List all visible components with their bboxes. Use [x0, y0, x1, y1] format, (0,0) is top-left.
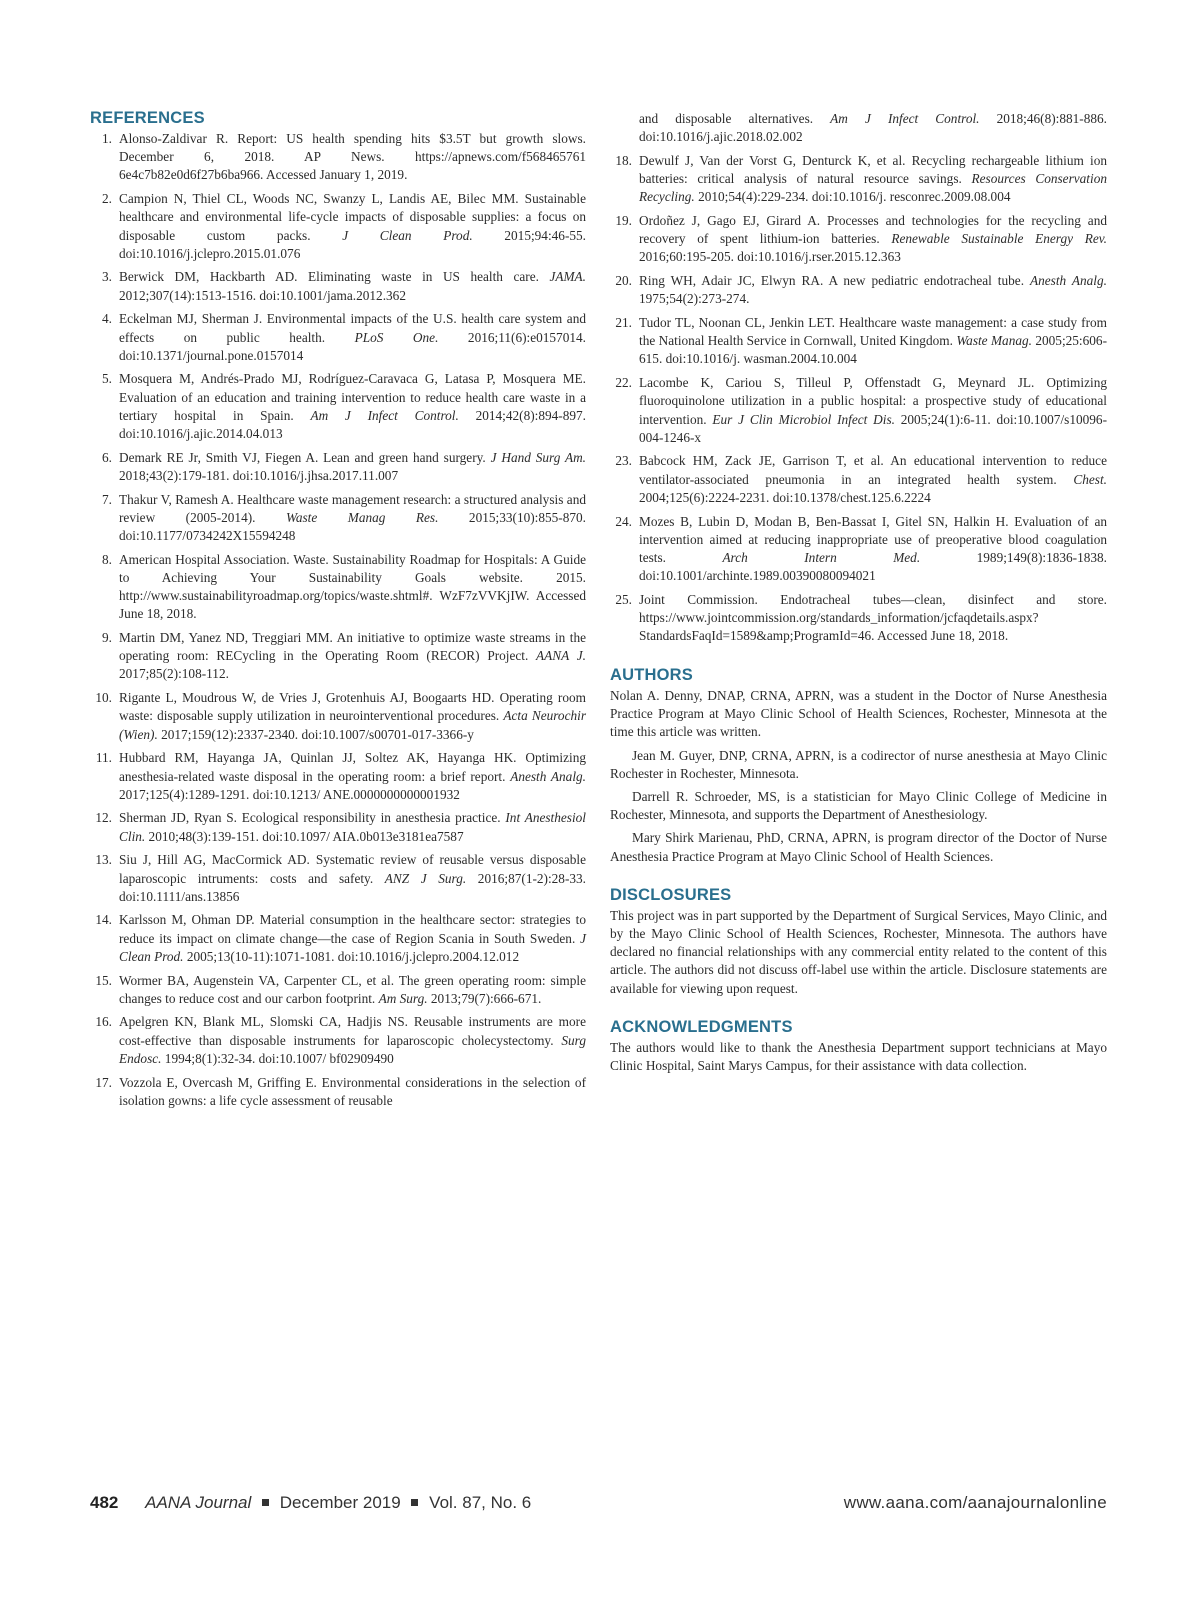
reference-number: 20.	[615, 273, 632, 289]
reference-citation: 2013;79(7):666-671.	[427, 990, 542, 1006]
issue-date: December 2019	[279, 1493, 401, 1512]
reference-citation: 2012;307(14):1513-1516. doi:10.1001/jama.2012.362	[119, 287, 406, 303]
reference-number: 21.	[615, 315, 632, 331]
reference-text: Siu J, Hill AG, MacCormick AD. Systematic review of reusable versus disposable laparoscopic intruments: costs and safety.	[119, 852, 586, 886]
reference-citation: 2018;43(2):179-181. doi:10.1016/j.jhsa.2017.11.007	[119, 467, 399, 483]
reference-number: 25.	[615, 591, 632, 607]
reference-citation: 2005;25:606-615. doi:10.1016/j. wasman.2004.10.004	[639, 333, 1108, 367]
reference-item	[90, 190, 586, 263]
reference-number: 10.	[95, 690, 112, 706]
reference-item	[90, 629, 586, 684]
reference-number: 1.	[102, 131, 112, 146]
reference-item	[610, 272, 1107, 308]
disclosures-text: This project was in part supported by the Department of Surgical Services, Mayo Clinic, and by the Mayo Clinic School of Health Sciences, Rochester, Minnesota. The authors have declared no financial relationships with any commercial entity related to the content of this article. The authors did not discuss off-label use within the article. Disclosure statements are available for viewing upon request.	[610, 907, 1107, 996]
author-bio: Mary Shirk Marienau, PhD, CRNA, APRN, is program director of the Doctor of Nurse Anesthesia Practice Program at Mayo Clinic School of Health Sciences.	[610, 830, 1107, 864]
volume-issue: Vol. 87, No. 6	[429, 1493, 532, 1512]
reference-journal: J Hand Surg Am.	[490, 449, 587, 465]
reference-citation: 2017;125(4):1289-1291. doi:10.1213/ ANE.0000000000001932	[119, 786, 460, 802]
reference-number: 3.	[102, 269, 112, 285]
reference-citation: 2016;60:195-205. doi:10.1016/j.rser.2015.12.363	[639, 249, 901, 265]
reference-journal: PLoS One.	[354, 329, 439, 345]
reference-journal: Am Surg.	[378, 990, 428, 1006]
reference-citation: 2015;33(10):855-870. doi:10.1177/0734242X15594248	[119, 509, 587, 544]
reference-item	[90, 749, 586, 804]
reference-citation: 2005;24(1):6-11. doi:10.1007/s10096-004-1246-x	[639, 411, 1107, 445]
reference-item	[610, 591, 1107, 646]
reference-number: 15.	[95, 972, 112, 988]
reference-text: Alonso-Zaldivar R. Report: US health spending hits $3.5T but growth slows. December 6, 2018. AP News. https://apnews.com/f568465761 6e4c7b82e0d6f27b6ba966. Accessed January 1, 2019.	[119, 131, 586, 183]
reference-journal: AANA J.	[536, 648, 586, 664]
reference-text: Vozzola E, Overcash M, Griffing E. Environmental considerations in the selection of isolation gowns: a life cycle assessment of reusable	[119, 1074, 586, 1108]
reference-journal: Surg Endosc.	[119, 1032, 586, 1066]
journal-url[interactable]: www.aana.com/aanajournalonline	[843, 1493, 1107, 1512]
reference-text: Sherman JD, Ryan S. Ecological responsibility in anesthesia practice.	[119, 810, 506, 826]
reference-number: 12.	[95, 810, 112, 826]
reference-citation: 2010;54(4):229-234. doi:10.1016/j. resconrec.2009.08.004	[694, 189, 1011, 205]
reference-number: 5.	[102, 371, 112, 387]
reference-item	[90, 1074, 586, 1110]
reference-journal: Int Anesthesiol Clin.	[119, 810, 586, 844]
reference-journal: Eur J Clin Microbiol Infect Dis.	[712, 411, 895, 427]
reference-journal: Anesth Analg.	[1029, 273, 1107, 289]
reference-text: Hubbard RM, Hayanga JA, Quinlan JJ, Soltez AK, Hayanga HK. Optimizing anesthesia-related waste disposal in the operating room: a brief report.	[119, 750, 586, 784]
reference-journal: Waste Manag.	[956, 333, 1032, 349]
reference-text: Tudor TL, Noonan CL, Jenkin LET. Healthcare waste management: a case study from the National Health Service in Cornwall, United Kingdom.	[639, 315, 1107, 349]
reference-number: 2.	[102, 191, 112, 207]
reference-item	[610, 110, 1107, 146]
reference-citation: 2017;159(12):2337-2340. doi:10.1007/s00701-017-3366-y	[157, 726, 474, 742]
authors-heading: AUTHORS	[610, 665, 693, 684]
reference-citation: 1994;8(1):32-34. doi:10.1007/ bf02909490	[161, 1050, 394, 1066]
reference-journal: Arch Intern Med.	[722, 549, 921, 565]
reference-number: 19.	[615, 213, 632, 229]
reference-item	[90, 809, 586, 845]
reference-citation: 1989;149(8):1836-1838. doi:10.1001/archinte.1989.00390080094021	[639, 549, 1108, 584]
acknowledgments-heading: ACKNOWLEDGMENTS	[610, 1017, 793, 1036]
reference-citation: 1975;54(2):273-274.	[639, 291, 750, 307]
separator-square-icon	[411, 1499, 418, 1506]
reference-item	[610, 374, 1107, 447]
reference-journal: ANZ J Surg.	[384, 870, 467, 886]
reference-item	[90, 851, 586, 906]
reference-journal: Anesth Analg.	[510, 768, 586, 784]
reference-citation: 2010;48(3):139-151. doi:10.1097/ AIA.0b013e3181ea7587	[145, 828, 464, 844]
reference-number: 9.	[102, 630, 112, 646]
reference-number: 11.	[95, 750, 112, 766]
reference-number: 8.	[102, 551, 112, 567]
reference-text: Mozes B, Lubin D, Modan B, Ben-Bassat I, Gitel SN, Halkin H. Evaluation of an intervention aimed at reducing inappropriate use of preoperative blood coagulation tests.	[639, 513, 1107, 565]
reference-number: 7.	[102, 491, 112, 507]
reference-citation: 2015;94:46-55. doi:10.1016/j.jclepro.2015.01.076	[119, 227, 586, 261]
reference-text: American Hospital Association. Waste. Sustainability Roadmap for Hospitals: A Guide to Achieving Your Sustainability Goals website. 2015. http://www.sustainabilityroadmap.org/topics/waste.shtml#. WzF7zVVKjIW. Accessed June 18, 2018.	[119, 551, 586, 622]
reference-journal: Renewable Sustainable Energy Rev.	[891, 231, 1107, 247]
references-heading: REFERENCES	[90, 109, 205, 127]
reference-citation: 2004;125(6):2224-2231. doi:10.1378/chest.125.6.2224	[639, 489, 931, 505]
reference-item	[90, 911, 586, 966]
reference-text: Mosquera M, Andrés-Prado MJ, Rodríguez-Caravaca G, Latasa P, Mosquera ME. Evaluation of an education and training intervention to reduce health care waste in a tertiary hospital in Spain.	[119, 371, 586, 423]
reference-item	[90, 310, 586, 365]
reference-citation: 2005;13(10-11):1071-1081. doi:10.1016/j.jclepro.2004.12.012	[183, 948, 520, 964]
reference-journal: Chest.	[1073, 471, 1107, 487]
reference-text: Ring WH, Adair JC, Elwyn RA. A new pediatric endotracheal tube.	[639, 273, 1030, 289]
reference-text: Demark RE Jr, Smith VJ, Fiegen A. Lean and green hand surgery.	[119, 449, 491, 465]
reference-citation: 2016;87(1-2):28-33. doi:10.1111/ans.13856	[119, 870, 587, 904]
reference-number: 22.	[615, 375, 632, 391]
reference-number: 14.	[95, 912, 112, 928]
left-column	[90, 108, 586, 1115]
reference-item	[90, 370, 586, 443]
reference-item	[90, 491, 586, 546]
reference-text: Martin DM, Yanez ND, Treggiari MM. An initiative to optimize waste streams in the operating room: RECycling in the Operating Room (RECOR) Project.	[119, 630, 586, 664]
reference-item	[90, 551, 586, 624]
reference-journal: J Clean Prod.	[119, 930, 586, 964]
disclosures-heading: DISCLOSURES	[610, 885, 732, 904]
reference-text: Joint Commission. Endotracheal tubes—clean, disinfect and store. https://www.jointcommission.org/standards_information/jcfaqdetails.aspx?StandardsFaqId=1589&amp;ProgramId=46. Accessed June 18, 2018.	[639, 591, 1107, 644]
reference-item	[90, 689, 586, 744]
right-column	[610, 110, 1107, 1080]
author-bio: Jean M. Guyer, DNP, CRNA, APRN, is a codirector of nurse anesthesia at Mayo Clinic Rochester in Rochester, Minnesota.	[610, 747, 1107, 781]
reference-journal: J Clean Prod.	[342, 227, 473, 243]
page-footer	[90, 1493, 1107, 1517]
reference-item	[610, 314, 1107, 369]
reference-item	[90, 268, 586, 304]
reference-text: Campion N, Thiel CL, Woods NC, Swanzy L, Landis AE, Bilec MM. Sustainable healthcare and environmental life-cycle impacts of disposable supplies: a focus on disposable custom packs.	[119, 191, 586, 243]
reference-journal: Waste Manag Res.	[285, 509, 439, 525]
reference-text: Eckelman MJ, Sherman J. Environmental impacts of the U.S. health care system and effects on public health.	[119, 311, 586, 345]
reference-list-right	[610, 110, 1107, 645]
reference-journal: Am J Infect Control.	[830, 111, 980, 126]
reference-list-left	[90, 130, 586, 1110]
reference-citation: 2014;42(8):894-897. doi:10.1016/j.ajic.2014.04.013	[119, 407, 586, 442]
reference-text: Karlsson M, Ohman DP. Material consumption in the healthcare sector: strategies to reduce its impact on climate change—the case of Region Scania in South Sweden.	[119, 912, 586, 946]
reference-text: Apelgren KN, Blank ML, Slomski CA, Hadjis NS. Reusable instruments are more cost-effective than disposable instruments for laparoscopic cholecystectomy.	[119, 1014, 586, 1048]
reference-item	[90, 130, 586, 185]
reference-text: Dewulf J, Van der Vorst G, Denturck K, et al. Recycling rechargeable lithium ion batteries: critical analysis of natural resource savings.	[639, 152, 1107, 187]
reference-number: 23.	[615, 453, 632, 469]
reference-journal: Resources Conservation Recycling.	[639, 171, 1107, 205]
reference-number: 13.	[95, 852, 112, 868]
reference-text: Thakur V, Ramesh A. Healthcare waste management research: a structured analysis and review (2005-2014).	[119, 491, 586, 525]
reference-number: 24.	[615, 513, 632, 529]
separator-square-icon	[262, 1499, 269, 1506]
reference-journal: JAMA.	[549, 269, 586, 285]
reference-text: Lacombe K, Cariou S, Tilleul P, Offenstadt G, Meynard JL. Optimizing fluoroquinolone utilization in a public hospital: a prospective study of educational intervention.	[639, 375, 1107, 427]
reference-item	[610, 452, 1107, 507]
reference-number: 4.	[102, 311, 112, 327]
reference-text: Ordoñez J, Gago EJ, Girard A. Processes and technologies for the recycling and recovery of spent lithium-ion batteries.	[639, 213, 1107, 247]
reference-number: 16.	[95, 1014, 112, 1030]
author-bio: Nolan A. Denny, DNAP, CRNA, APRN, was a student in the Doctor of Nurse Anesthesia Practice Program at Mayo Clinic School of Health Sciences, Rochester, Minnesota at the time this article was written.	[610, 687, 1107, 740]
acknowledgments-text: The authors would like to thank the Anesthesia Department support technicians at Mayo Clinic Hospital, Saint Marys Campus, for their assistance with data collection.	[610, 1039, 1107, 1074]
reference-item	[610, 152, 1107, 207]
reference-number: 18.	[615, 152, 632, 168]
reference-number: 6.	[102, 449, 112, 465]
reference-citation: 2016;11(6):e0157014. doi:10.1371/journal.pone.0157014	[119, 329, 586, 363]
reference-text: Rigante L, Moudrous W, de Vries J, Grotenhuis AJ, Boogaarts HD. Operating room waste: disposable supply utilization in neurointerventional procedures.	[119, 690, 586, 724]
reference-citation: 2017;85(2):108-112.	[119, 666, 229, 682]
reference-journal: Acta Neurochir (Wien).	[119, 708, 587, 742]
reference-text: Berwick DM, Hackbarth AD. Eliminating waste in US health care.	[119, 269, 550, 285]
journal-name: AANA Journal	[145, 1493, 252, 1512]
page-number: 482	[90, 1493, 119, 1512]
reference-number: 17.	[95, 1074, 112, 1090]
reference-item	[90, 449, 586, 485]
reference-item	[610, 212, 1107, 267]
author-bio: Darrell R. Schroeder, MS, is a statistician for Mayo Clinic College of Medicine in Rochester, Minnesota, and supports the Department of Anesthesiology.	[610, 789, 1107, 823]
reference-journal: Am J Infect Control.	[310, 407, 459, 423]
reference-text: Babcock HM, Zack JE, Garrison T, et al. An educational intervention to reduce ventilator-associated pneumonia in an integrated health system.	[639, 453, 1107, 487]
reference-citation: 2018;46(8):881-886. doi:10.1016/j.ajic.2018.02.002	[639, 111, 1107, 145]
reference-item	[90, 1013, 586, 1068]
reference-text: and disposable alternatives.	[639, 111, 831, 126]
reference-item	[90, 972, 586, 1008]
reference-text: Wormer BA, Augenstein VA, Carpenter CL, et al. The green operating room: simple changes to reduce cost and our carbon footprint.	[119, 972, 586, 1006]
reference-item	[610, 513, 1107, 586]
